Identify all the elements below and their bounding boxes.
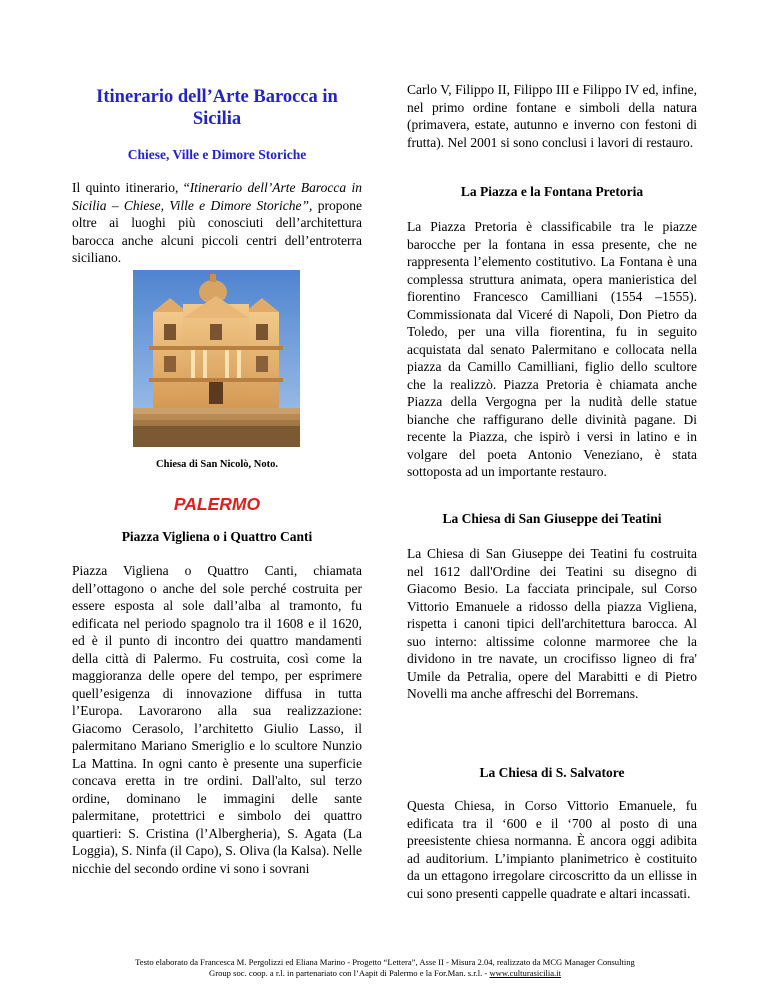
san-nicolo-church-image bbox=[133, 270, 300, 447]
section-heading-quattro-canti: Piazza Vigliena o i Quattro Canti bbox=[121, 529, 313, 544]
intro-itinerary-name: Itinerario dell’Arte Barocca in Sicilia – Chiese, Ville e Dimore Storiche”, bbox=[72, 180, 362, 213]
section-text-san-giuseppe: La Chiesa di San Giuseppe dei Teatini fu costruita nel 1612 dall'Ordine dei Teatini su disegno di Giacomo Besio. La facciata principale, sul Corso Vittorio Emanuele a ridosso della piazza Vigliena, rispetta i canoni tipici dell'architettura barocca. Al suo interno: altissime colonne marmoree che la dividono in tre navate, un crocifisso ligneo di fra' Umile da Petralia, opere del Marabitti e di Pietro Novelli ma anche affreschi del Borremans. bbox=[407, 546, 697, 701]
footer-website-link[interactable]: www.culturasicilia.it bbox=[489, 968, 561, 978]
section-text-fontana-pretoria: La Piazza Pretoria è classificabile tra le piazze barocche per la fontana in essa presente, che ne rappresenta l’elemento costitutivo. La Fontana è una complessa struttura animata, opera manieristica del fiorentino Francesco Camilliani (1554 –1555). Commissionata dal Viceré di Napoli, Don Pietro da Toledo, per una villa fiorentina, fu in seguito acquistata dal senato Palermitano e collocata nella piazza da Camillo Camilliani, figlio dello scultore che la realizzò. Piazza Pretoria è chiamata anche Piazza della Vergogna per la nudità delle statue bianche che raffigurano delle divinità pagane. Di recente la Piazza, che ispirò i versi in latino e in volgare del poeta Antonio Veneziano, è stata sottoposta ad un importante restauro. bbox=[407, 219, 697, 479]
intro-text-b: propone oltre ai luoghi più conosciuti dell’architettura barocca anche alcuni piccoli centri dell’entroterra siciliano. bbox=[72, 197, 362, 265]
intro-text-a: Il quinto itinerario, “ bbox=[72, 180, 190, 195]
section-heading-san-giuseppe: La Chiesa di San Giuseppe dei Teatini bbox=[442, 511, 662, 526]
document-title: Itinerario dell’Arte Barocca in Sicilia bbox=[96, 87, 338, 129]
section-text-s-salvatore: Questa Chiesa, in Corso Vittorio Emanuele, fu edificata tra il ‘600 e il ‘700 al posto di una preesistente chiesa normanna. È ancora oggi adibita ad auditorium. L’impianto planimetrico è costituito da un ettagono irregolare circoscritto da un ellisse in cui sono presenti cappelle quadrate e altari incassati. bbox=[407, 798, 697, 901]
photo-caption: Chiesa di San Nicolò, Noto. bbox=[156, 459, 278, 470]
continuation-paragraph: Carlo V, Filippo II, Filippo III e Filippo IV ed, infine, nel primo ordine fontane e simboli della natura (primavera, estate, autunno e inverno con festoni di frutta). Nel 2001 si sono conclusi i lavori di restauro. bbox=[407, 82, 697, 150]
footer-line2: Group soc. coop. a r.l. in partenariato con l’Aapit di Palermo e la For.Man. s.r.l. - bbox=[209, 968, 490, 978]
section-heading-fontana-pretoria: La Piazza e la Fontana Pretoria bbox=[460, 184, 644, 199]
document-subtitle: Chiese, Ville e Dimore Storiche bbox=[127, 147, 307, 162]
page-footer bbox=[60, 957, 710, 979]
section-text-quattro-canti: Piazza Vigliena o Quattro Canti, chiamata dell’ottagono o anche del sole perché costruita per essere esposta al sole dall’alba al tramonto, fu edificata nel periodo spagnolo tra il 1608 e il 1620, ed è il punto di incontro dei quattro mandamenti della città di Palermo. Fu costruita, così come la maggioranza delle opere del tempo, per esprimere quell’esigenza di innovazione diffusa in tutta l’Europa. Lavorarono alla sua realizzazione: Giacomo Cerasolo, l’architetto Giulio Lasso, il palermitano Mariano Smeriglio e lo scultore Nunzio La Mattina. In ogni canto è presente una superficie concava eretta in tre ordini. Dall'alto, sul terzo ordine, dominano le immagini delle sante palermitane, protettrici e simbolo dei quattro quartieri: S. Cristina (l’Albergheria), S. Agata (La Loggia), S. Ninfa (il Capo), S. Oliva (la Kalsa). Nelle nicchie del secondo ordine vi sono i sovrani bbox=[72, 563, 362, 876]
section-heading-s-salvatore: La Chiesa di S. Salvatore bbox=[479, 765, 625, 780]
church-photo bbox=[133, 270, 300, 447]
city-heading: PALERMO bbox=[173, 494, 261, 514]
footer-line1: Testo elaborato da Francesca M. Pergolizzi ed Eliana Marino - Progetto “Lettera”, Asse II - Misura 2.04, realizzato da MCG Manager Consulting bbox=[135, 957, 635, 967]
intro-paragraph bbox=[72, 179, 362, 267]
